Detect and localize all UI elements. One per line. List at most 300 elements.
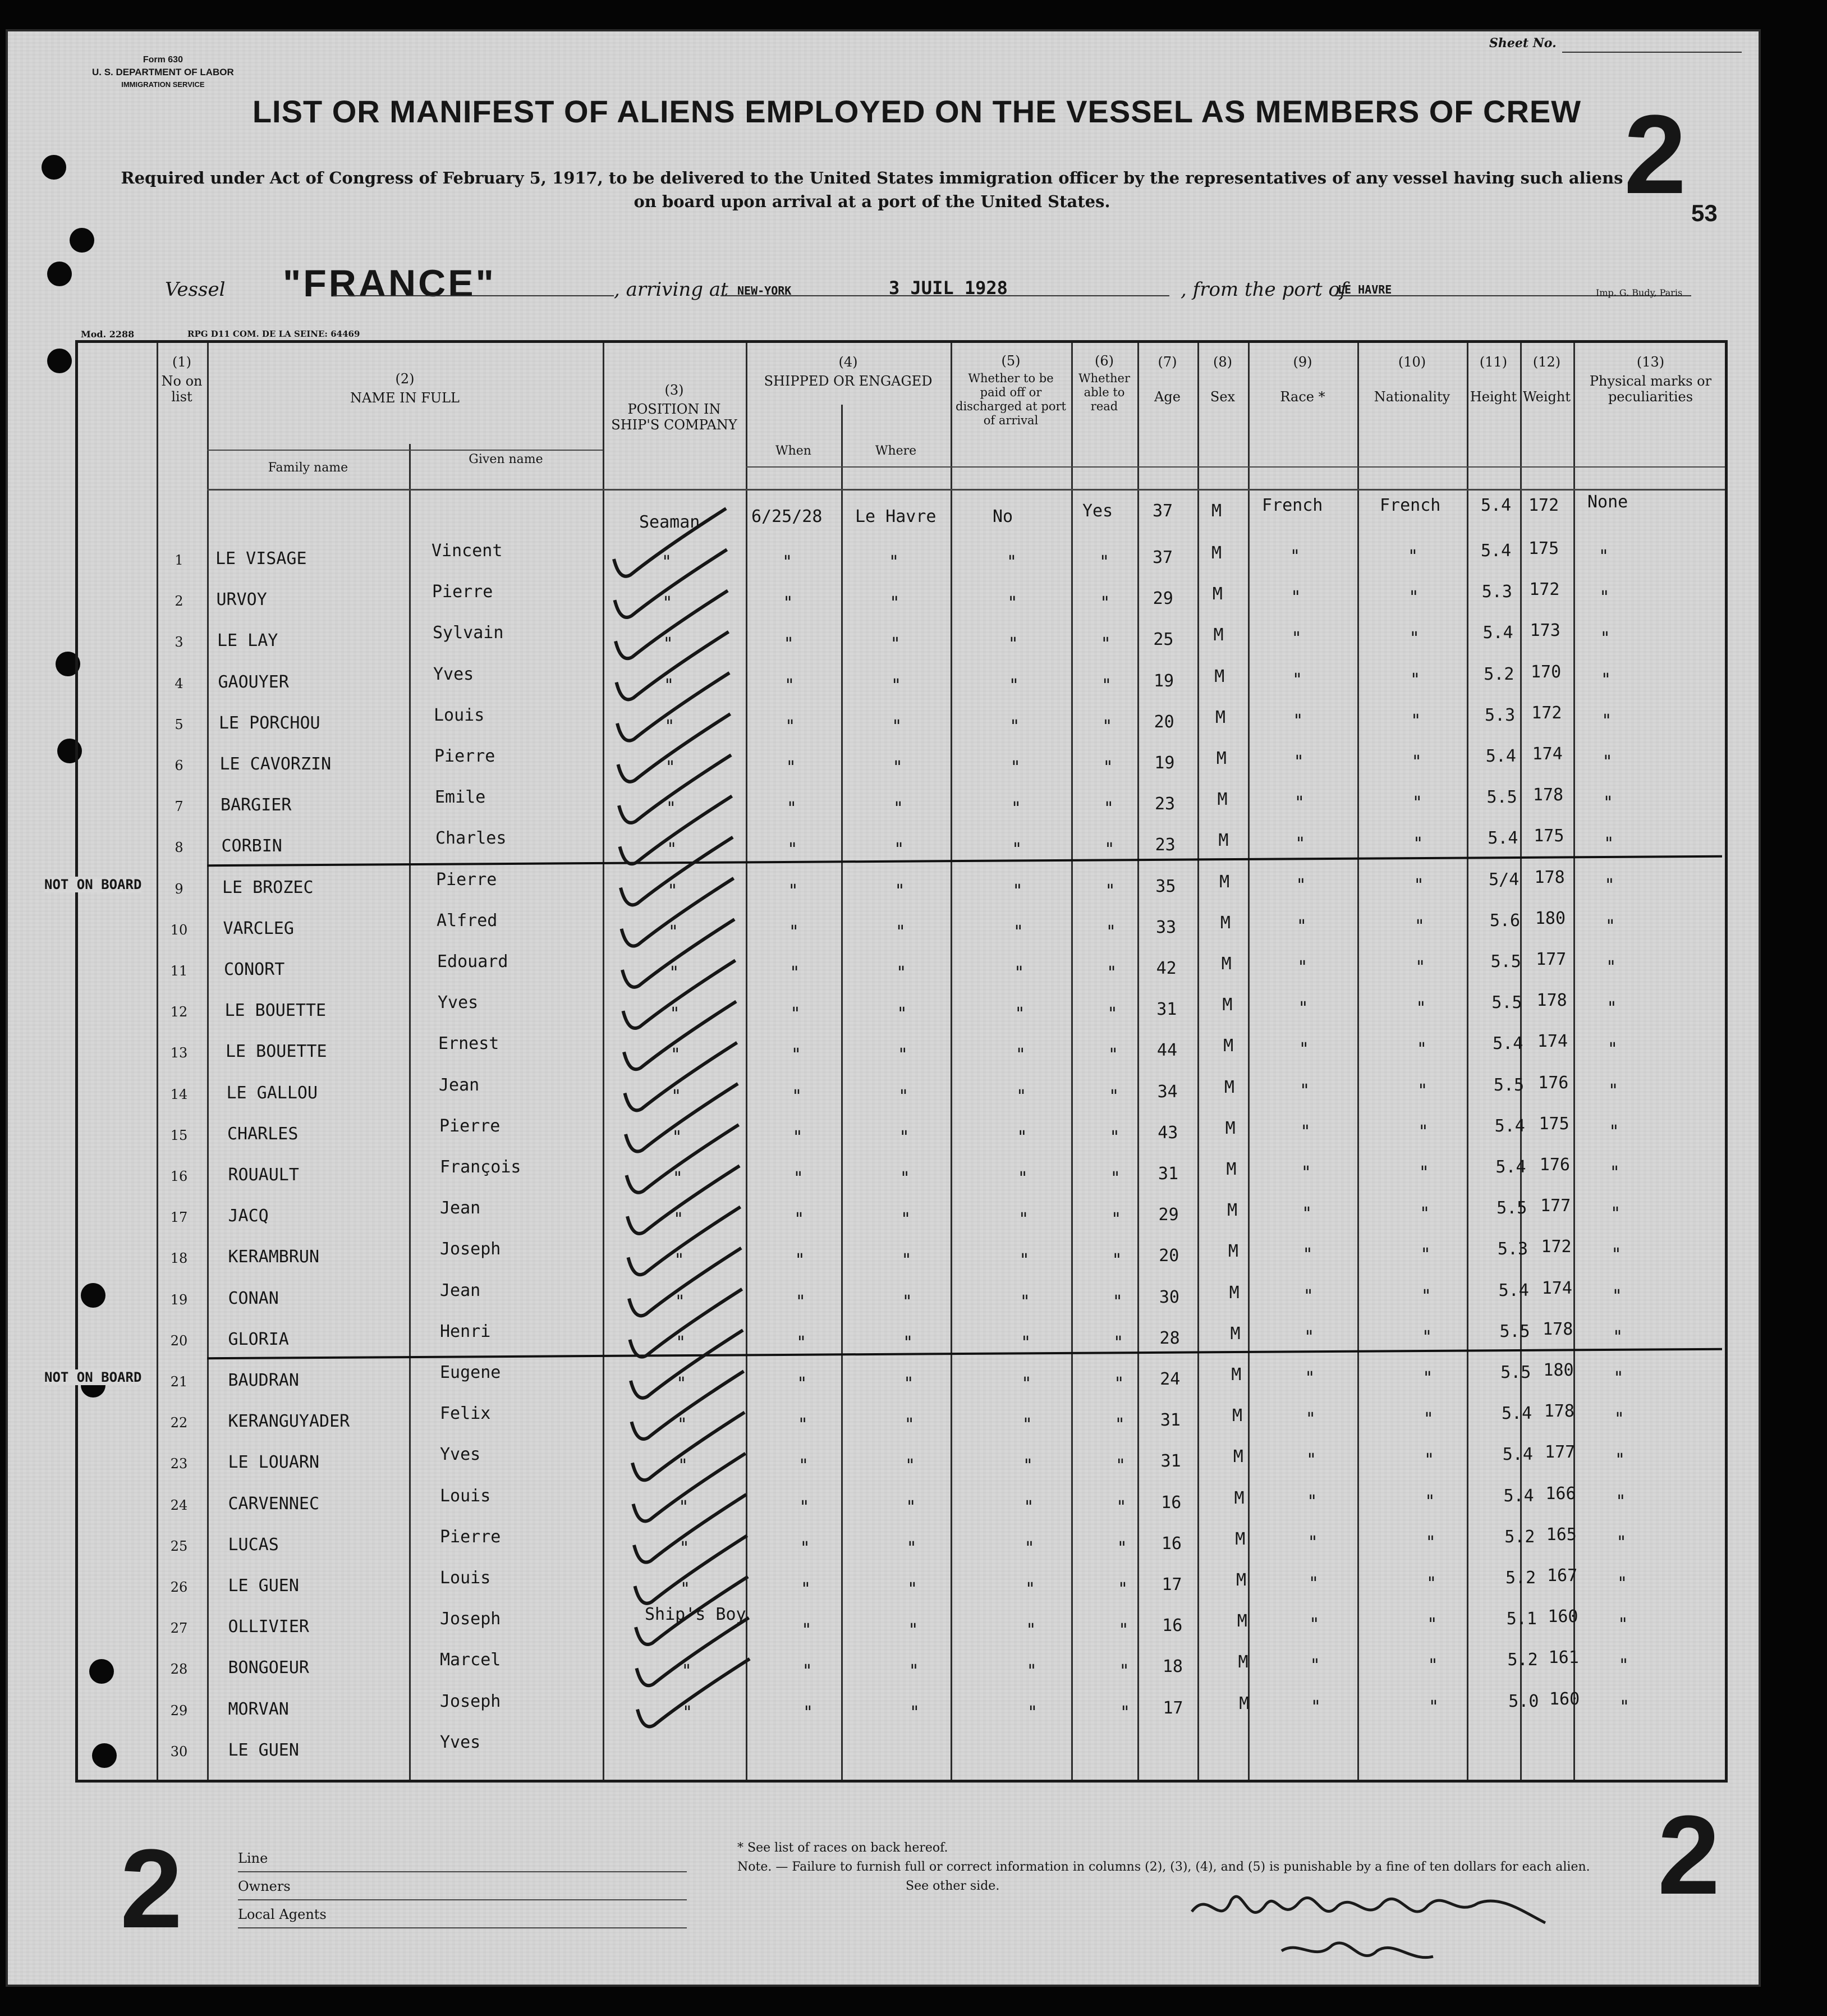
row-number: 4 (175, 675, 183, 691)
nationality-ditto: " (1412, 793, 1422, 813)
sex-cell: M (1224, 1077, 1234, 1097)
when-ditto: " (801, 1579, 811, 1599)
race-ditto: " (1294, 793, 1305, 813)
form-heading (92, 54, 234, 91)
paid-off-ditto: " (1021, 1332, 1031, 1353)
height-cell: 5.4 (1482, 623, 1513, 643)
row-number: 17 (170, 1209, 188, 1226)
marks-ditto: " (1602, 752, 1613, 772)
race-ditto: " (1302, 1204, 1312, 1224)
height-cell: 5.3 (1485, 705, 1516, 725)
family-name-cell: LE LAY (217, 631, 278, 651)
col-1-label: No on list (161, 373, 203, 405)
check-mark (615, 549, 727, 617)
given-name-cell: Yves (438, 993, 479, 1013)
punch-hole (42, 155, 66, 180)
marks-ditto: " (1618, 1656, 1629, 1676)
marks-cell: None (1587, 492, 1628, 512)
where-ditto: " (890, 675, 902, 695)
given-name-cell: Pierre (439, 1116, 501, 1136)
family-name-cell: CORBIN (221, 836, 282, 856)
page-number: 53 (1691, 200, 1718, 226)
row-number: 2 (175, 593, 183, 610)
sex-cell: M (1229, 1282, 1240, 1303)
position-ditto: " (674, 1291, 685, 1312)
position-ditto: " (667, 840, 677, 860)
height-cell: 5.4 (1503, 1486, 1534, 1506)
read-ditto: " (1116, 1497, 1127, 1517)
sex-cell: M (1233, 1447, 1243, 1467)
read-ditto: " (1114, 1415, 1125, 1435)
age-cell: 19 (1153, 671, 1174, 691)
read-ditto: " (1103, 799, 1114, 819)
sex-cell: M (1238, 1652, 1248, 1673)
page-title: LIST OR MANIFEST OF ALIENS EMPLOYED ON THE VESSEL AS MEMBERS OF CREW (252, 94, 1582, 129)
given-name-cell: Joseph (440, 1609, 501, 1629)
height-cell: 5.4 (1501, 1404, 1532, 1424)
where-ditto: " (906, 1538, 917, 1558)
given-name-cell: Yves (433, 664, 474, 684)
check-mark (630, 1289, 742, 1357)
check-mark (622, 878, 734, 946)
nationality-ditto: " (1409, 629, 1420, 649)
paid-off-ditto: " (1020, 1291, 1030, 1312)
where-ditto: " (903, 1332, 914, 1353)
family-name-cell: BONGOEUR (228, 1658, 309, 1678)
when-ditto: " (783, 593, 793, 613)
position-ditto: " (672, 1169, 683, 1188)
given-name-cell: Pierre (436, 869, 497, 890)
when-ditto: " (787, 840, 798, 860)
nationality-ditto: " (1408, 547, 1419, 566)
when-ditto: " (785, 716, 796, 736)
col-1-number: (1) (172, 354, 191, 370)
sex-cell: M (1223, 1036, 1234, 1056)
height-cell: 5.5 (1499, 1321, 1530, 1341)
given-name-cell: Jean (440, 1198, 481, 1218)
nationality-ditto: " (1422, 1327, 1433, 1347)
marks-ditto: " (1619, 1697, 1630, 1717)
local-agents-label: Local Agents (238, 1907, 327, 1922)
age-cell: 23 (1155, 835, 1176, 855)
position-ditto: " (664, 716, 675, 736)
nationality-ditto: " (1413, 834, 1424, 854)
given-name-cell: Joseph (440, 1239, 501, 1259)
race-ditto: " (1309, 1615, 1320, 1635)
read-ditto: " (1102, 716, 1113, 736)
age-cell: 24 (1160, 1369, 1181, 1389)
position-cell: Seaman (639, 512, 700, 532)
sheet-number-bottom-right: 2 (1658, 1793, 1720, 1918)
col-6-number: (6) (1095, 353, 1114, 369)
marks-ditto: " (1611, 1245, 1622, 1265)
check-mark (629, 1248, 741, 1316)
nationality-ditto: " (1427, 1615, 1438, 1635)
row-number: 21 (170, 1374, 188, 1390)
read-ditto: " (1116, 1456, 1126, 1476)
where-ditto: " (889, 552, 899, 572)
paid-off-ditto: " (1012, 881, 1023, 901)
paid-off-ditto: " (1007, 593, 1018, 613)
read-ditto: " (1100, 634, 1111, 654)
check-mark (637, 1659, 750, 1727)
footer-fields (238, 1844, 687, 1928)
given-name-cell: Marcel (440, 1650, 501, 1670)
weight-cell: 161 (1548, 1648, 1579, 1668)
inspector-signature (1186, 1878, 1551, 2001)
row-number: 8 (175, 840, 183, 856)
row-number: 15 (170, 1127, 188, 1143)
check-mark (616, 590, 728, 658)
family-name-cell: LE VISAGE (215, 549, 307, 569)
nationality-ditto: " (1417, 1080, 1428, 1101)
age-cell: 20 (1154, 712, 1174, 732)
marks-ditto: " (1613, 1327, 1623, 1347)
family-name-cell: CHARLES (227, 1124, 299, 1144)
note-races: * See list of races on back hereof. (737, 1841, 948, 1855)
col-8-number: (8) (1213, 354, 1232, 370)
marks-ditto: " (1606, 957, 1617, 977)
position-ditto: " (662, 593, 673, 613)
height-cell: 5/4 (1489, 869, 1520, 890)
given-name-cell: Pierre (432, 582, 493, 602)
age-cell: 20 (1159, 1246, 1179, 1266)
col-4-label: SHIPPED OR ENGAGED (764, 373, 933, 389)
read-ditto: " (1112, 1291, 1123, 1312)
marks-ditto: " (1607, 1039, 1618, 1060)
row-number: 20 (170, 1332, 188, 1349)
sex-cell: M (1225, 1118, 1236, 1138)
sex-cell: M (1213, 625, 1224, 645)
nationality-cell: French (1380, 496, 1441, 515)
position-ditto: " (668, 922, 678, 942)
paid-off-ditto: " (1024, 1538, 1035, 1558)
where-ditto: " (896, 963, 907, 983)
given-name-header: Given name (469, 452, 543, 466)
family-name-cell: LE BOUETTE (226, 1042, 327, 1062)
paid-off-ditto: " (1026, 1620, 1036, 1641)
where-ditto: " (897, 1045, 908, 1065)
check-mark (621, 837, 733, 905)
height-cell: 5.5 (1500, 1363, 1531, 1382)
marks-ditto: " (1613, 1368, 1624, 1388)
family-name-cell: CARVENNEC (228, 1493, 320, 1514)
weight-cell: 177 (1536, 950, 1567, 969)
row-number: 24 (170, 1497, 188, 1513)
height-cell: 5.3 (1481, 582, 1512, 602)
age-cell: 31 (1156, 1000, 1177, 1020)
where-ditto: " (892, 716, 902, 736)
position-ditto: " (673, 1209, 684, 1230)
when-ditto: " (782, 552, 793, 572)
marks-ditto: " (1599, 588, 1610, 608)
when-header: When (775, 444, 811, 458)
row-number: 30 (170, 1743, 188, 1760)
where-header: Where (875, 444, 917, 458)
when-ditto: " (786, 799, 797, 819)
height-cell: 5.5 (1486, 787, 1517, 808)
position-ditto: " (679, 1538, 690, 1558)
nationality-ditto: " (1411, 711, 1421, 731)
nationality-ditto: " (1415, 957, 1426, 977)
race-ditto: " (1298, 1039, 1309, 1060)
height-cell: 5.1 (1506, 1609, 1537, 1629)
height-cell: 5.4 (1502, 1445, 1533, 1465)
marks-ditto: " (1614, 1409, 1624, 1429)
nationality-ditto: " (1420, 1245, 1431, 1265)
manifest-page (6, 29, 1761, 1987)
race-ditto: " (1298, 998, 1309, 1019)
when-ditto: " (790, 1004, 801, 1024)
sex-cell: M (1221, 954, 1232, 974)
from-port: LE HAVRE (1338, 283, 1392, 296)
local-agents-field (238, 1900, 687, 1928)
check-mark (623, 960, 736, 1028)
when-ditto: " (802, 1661, 812, 1681)
paid-off-ditto: " (1014, 963, 1025, 983)
check-mark (622, 919, 735, 987)
where-ditto: " (902, 1291, 912, 1312)
where-ditto: " (905, 1456, 916, 1476)
punch-hole (47, 262, 72, 286)
paid-off-ditto: " (1018, 1209, 1029, 1230)
sex-cell: M (1232, 1406, 1243, 1426)
check-mark (624, 1001, 736, 1069)
family-name-cell: KERANGUYADER (228, 1412, 350, 1432)
sex-cell: M (1215, 707, 1226, 727)
marks-ditto: " (1615, 1450, 1626, 1470)
sex-cell: M (1220, 913, 1231, 933)
age-cell: 31 (1160, 1451, 1181, 1472)
col-13-number: (13) (1636, 354, 1665, 370)
nationality-ditto: " (1427, 1656, 1438, 1676)
sex-cell: M (1230, 1323, 1241, 1344)
height-cell: 5.5 (1493, 1075, 1525, 1095)
position-ditto: " (665, 799, 676, 819)
height-cell: 5.2 (1505, 1568, 1536, 1588)
paid-off-ditto: " (1026, 1661, 1037, 1681)
read-ditto: " (1114, 1374, 1124, 1394)
given-name-cell: Eugene (440, 1363, 501, 1382)
height-cell: 5.2 (1504, 1527, 1535, 1547)
position-ditto: " (674, 1250, 685, 1271)
position-ditto: " (663, 634, 673, 654)
note-penalty: Note. — Failure to furnish full or correct information in columns (2), (3), (4), and (5) is punishable by a fine of ten dollars for each alien. (737, 1860, 1590, 1874)
read-ditto: " (1111, 1209, 1122, 1230)
check-mark (614, 508, 726, 576)
height-cell: 5.5 (1491, 993, 1522, 1013)
position-ditto: " (667, 881, 678, 901)
row-number: 7 (175, 799, 183, 815)
weight-cell: 172 (1541, 1237, 1572, 1257)
check-mark (631, 1330, 743, 1398)
col-3-number: (3) (664, 382, 684, 398)
position-ditto: " (676, 1332, 686, 1353)
sex-cell: M (1237, 1611, 1247, 1632)
family-name-cell: GLORIA (228, 1329, 289, 1349)
nationality-ditto: " (1411, 752, 1422, 772)
marks-ditto: " (1610, 1204, 1621, 1224)
marks-ditto: " (1605, 916, 1615, 936)
weight-cell: 178 (1534, 867, 1565, 887)
age-cell: 33 (1155, 917, 1177, 937)
when-ditto: " (783, 634, 794, 654)
paid-off-ditto: " (1023, 1456, 1034, 1476)
read-ditto: " (1118, 1620, 1129, 1641)
not-on-board-label: NOT ON BOARD (44, 1369, 142, 1385)
age-cell: 44 (1156, 1041, 1178, 1061)
marks-ditto: " (1600, 670, 1612, 690)
row-number: 10 (170, 922, 188, 938)
family-name-cell: CONORT (224, 960, 285, 979)
arriving-port: NEW-YORK (737, 284, 792, 297)
height-cell: 5.4 (1498, 1280, 1529, 1300)
race-ditto: " (1296, 916, 1307, 936)
paid-off-ditto: " (1022, 1415, 1032, 1435)
col-5-label: Whether to be paid off or discharged at port of arrival (956, 372, 1066, 427)
family-name-cell: BARGIER (221, 795, 292, 815)
weight-cell: 172 (1529, 580, 1560, 600)
where-ditto: " (899, 1127, 910, 1147)
marks-ditto: " (1601, 711, 1612, 731)
weight-cell: 165 (1546, 1524, 1577, 1545)
col-8-label: Sex (1210, 389, 1236, 405)
marks-ditto: " (1609, 1163, 1620, 1183)
race-ditto: " (1292, 670, 1303, 690)
sheet-number-bottom-left: 2 (120, 1826, 183, 1951)
when-ditto: " (794, 1209, 805, 1230)
race-ditto: " (1310, 1697, 1321, 1717)
position-ditto: " (670, 1045, 681, 1065)
nationality-ditto: " (1423, 1409, 1434, 1429)
where-ditto: " (907, 1579, 918, 1599)
position-ditto: " (669, 1004, 680, 1024)
family-name-cell: VARCLEG (223, 918, 294, 938)
weight-cell: 175 (1534, 826, 1564, 846)
height-cell: 5.4 (1488, 828, 1518, 849)
read-ditto: " (1100, 593, 1110, 613)
sex-cell: M (1211, 501, 1222, 521)
family-name-cell: LE GUEN (228, 1576, 299, 1596)
row-number: 6 (175, 758, 183, 773)
owners-field (238, 1872, 687, 1900)
row-number: 16 (170, 1169, 188, 1184)
position-ditto: " (671, 1086, 682, 1106)
read-ditto: " (1109, 1086, 1119, 1106)
nationality-ditto: " (1425, 1532, 1436, 1552)
where-ditto: " (906, 1497, 916, 1517)
check-mark (627, 1125, 739, 1193)
nationality-ditto: " (1414, 916, 1425, 936)
weight-cell: 170 (1530, 662, 1562, 682)
height-cell: 5.4 (1494, 1116, 1525, 1136)
race-ditto: " (1309, 1574, 1319, 1593)
owners-label: Owners (238, 1878, 291, 1894)
family-name-cell: LE BOUETTE (224, 1001, 327, 1021)
family-name-cell: KERAMBRUN (228, 1247, 320, 1267)
race-ditto: " (1296, 875, 1306, 895)
read-cell: Yes (1082, 501, 1113, 521)
race-ditto: " (1291, 629, 1302, 649)
paid-off-ditto: " (1009, 716, 1020, 736)
sheet-label: Sheet No. (1489, 36, 1557, 51)
height-cell: 5.4 (1481, 541, 1512, 561)
printer-imprint: Imp. G. Budy, Paris (1596, 287, 1683, 298)
read-ditto: " (1107, 963, 1117, 983)
marks-ditto: " (1604, 834, 1614, 854)
age-cell: 29 (1158, 1205, 1179, 1225)
paid-off-ditto: " (1008, 634, 1018, 654)
where-ditto: " (899, 1169, 910, 1188)
weight-cell: 177 (1540, 1196, 1571, 1216)
given-name-cell: Pierre (440, 1527, 501, 1547)
when-ditto: " (797, 1415, 808, 1435)
given-name-cell: Yves (440, 1445, 481, 1465)
weight-cell: 175 (1539, 1114, 1569, 1134)
read-ditto: " (1101, 675, 1112, 695)
position-ditto: " (678, 1497, 689, 1517)
height-cell: 5.3 (1497, 1239, 1528, 1259)
where-ditto: " (901, 1209, 911, 1230)
when-ditto: " (802, 1702, 814, 1722)
position-ditto: " (672, 1127, 682, 1147)
col-2-number: (2) (395, 371, 415, 387)
when-cell: 6/25/28 (751, 507, 823, 526)
race-ditto: " (1290, 547, 1301, 566)
read-ditto: " (1105, 881, 1116, 901)
col-2-label: NAME IN FULL (350, 390, 460, 406)
weight-cell: 160 (1548, 1607, 1578, 1627)
position-cell: Ship's Boy (645, 1605, 746, 1625)
position-ditto: " (682, 1702, 693, 1722)
nationality-ditto: " (1418, 1121, 1429, 1142)
paid-off-ditto: " (1011, 799, 1021, 819)
row-number: 14 (170, 1086, 188, 1102)
marks-ditto: " (1604, 875, 1615, 895)
col-11-label: Height (1470, 389, 1517, 405)
vessel-name: "FRANCE" (283, 262, 496, 305)
read-ditto: " (1119, 1661, 1130, 1681)
weight-cell: 180 (1535, 908, 1566, 928)
where-ditto: " (895, 922, 906, 942)
marks-ditto: " (1615, 1491, 1626, 1511)
arrival-rule (720, 295, 1169, 296)
nationality-ditto: " (1426, 1574, 1437, 1593)
where-ditto: " (892, 758, 903, 777)
race-ditto: " (1303, 1286, 1314, 1306)
race-ditto: " (1300, 1121, 1311, 1142)
read-ditto: " (1110, 1169, 1121, 1188)
paid-off-ditto: " (1025, 1579, 1036, 1599)
where-ditto: " (901, 1250, 912, 1271)
col-10-label: Nationality (1374, 389, 1450, 405)
read-ditto: " (1103, 758, 1113, 777)
check-mark (632, 1371, 744, 1439)
race-ditto: " (1301, 1163, 1311, 1183)
service: IMMIGRATION SERVICE (121, 80, 205, 89)
given-name-cell: Charles (435, 828, 507, 849)
sex-cell: M (1235, 1529, 1246, 1549)
check-mark (617, 673, 729, 741)
age-cell: 42 (1156, 959, 1177, 978)
nationality-ditto: " (1416, 1039, 1427, 1060)
where-ditto: " (893, 799, 903, 819)
checkmark-layer (78, 343, 1730, 1785)
line-field (238, 1844, 687, 1872)
col-4-number: (4) (838, 354, 858, 370)
race-ditto: " (1305, 1368, 1315, 1388)
race-cell: French (1262, 496, 1323, 515)
